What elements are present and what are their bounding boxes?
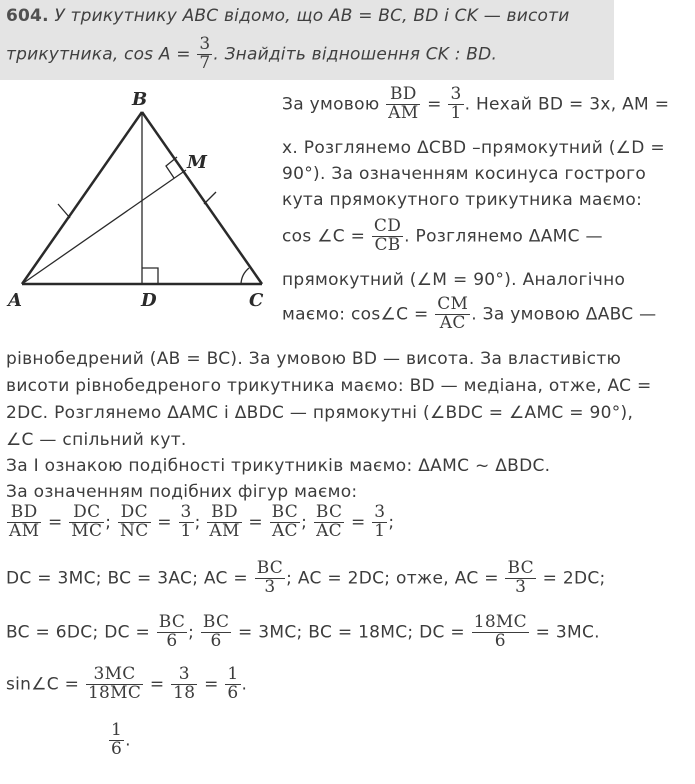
r17-t1: sin∠C = bbox=[6, 674, 80, 695]
label-c: C bbox=[249, 290, 264, 311]
r14-frac-8 bbox=[372, 504, 387, 541]
r14-f5-den: AM bbox=[209, 520, 240, 541]
solution-row-7 bbox=[282, 296, 656, 333]
r14-f7-num: BC bbox=[315, 502, 343, 522]
r7-text: маємо: cos∠C = bbox=[282, 304, 429, 325]
r16-t3: = 3MC. bbox=[535, 622, 600, 643]
cos-a-num: 3 bbox=[199, 34, 211, 54]
label-m: M bbox=[187, 152, 207, 173]
height-am bbox=[22, 170, 186, 284]
r5-f-den: CB bbox=[374, 234, 401, 255]
solution-row-8: рівнобедрений (AB = BC). За умовою BD — висота. За властивістю bbox=[6, 349, 622, 369]
r14-frac-2 bbox=[69, 504, 104, 541]
r14-f7-den: AC bbox=[316, 520, 342, 541]
answer-row bbox=[108, 722, 131, 759]
r17-f1-den: 18MC bbox=[87, 682, 142, 703]
r1-f2-den: 1 bbox=[450, 102, 462, 123]
right-angle-d bbox=[142, 268, 158, 284]
answer-den: 6 bbox=[111, 738, 123, 759]
r14-frac-7 bbox=[314, 504, 344, 541]
r1-frac-bd-am bbox=[386, 86, 420, 123]
r14-f2-den: MC bbox=[71, 520, 103, 541]
r14-sep2: ; bbox=[194, 512, 201, 533]
r16-frac-2 bbox=[201, 614, 231, 651]
label-a: A bbox=[8, 290, 22, 311]
r17-f3-num: 1 bbox=[227, 664, 239, 684]
r1-eq: = bbox=[427, 94, 442, 115]
solution-row-15 bbox=[6, 560, 606, 597]
r14-frac-5 bbox=[207, 504, 241, 541]
r14-f3-den: NC bbox=[120, 520, 149, 541]
r16-f1-den: 6 bbox=[166, 630, 178, 651]
r1-f2-num: 3 bbox=[450, 84, 462, 104]
r15-f2-num: BC bbox=[507, 558, 534, 578]
r15-frac-1 bbox=[255, 560, 285, 597]
solution-row-10: 2DC. Розглянемо ΔAMC і ΔBDC — прямокутні (∠BDC = ∠AMC = 90°), bbox=[6, 403, 634, 423]
r7-f-den: AC bbox=[439, 312, 466, 333]
r16-t1: BC = 6DC; DC = bbox=[6, 622, 151, 643]
side-ab bbox=[22, 112, 142, 284]
answer-num: 1 bbox=[111, 720, 123, 740]
problem-header bbox=[0, 0, 614, 80]
r14-f6-den: AC bbox=[271, 520, 298, 541]
r17-f2-den: 18 bbox=[173, 682, 196, 703]
r14-f8-den: 1 bbox=[374, 520, 386, 541]
r5-frac-cd-cb bbox=[372, 218, 403, 255]
r14-eq1: = bbox=[48, 512, 63, 533]
r14-eq3: = bbox=[248, 512, 263, 533]
r17-eq1: = bbox=[149, 674, 165, 695]
r14-f1-num: BD bbox=[7, 504, 41, 523]
r14-sep1: ; bbox=[105, 512, 112, 533]
r15-f1-den: 3 bbox=[264, 576, 276, 597]
r16-frac-3 bbox=[472, 614, 529, 651]
r1-frac-3-1 bbox=[448, 86, 463, 123]
solution-row-6: прямокутний (∠M = 90°). Аналогічно bbox=[282, 270, 626, 290]
solution-row-16 bbox=[6, 614, 600, 651]
r16-frac-1 bbox=[157, 614, 187, 651]
r17-frac-1 bbox=[86, 666, 143, 703]
solution-row-11: ∠C — спільний кут. bbox=[6, 430, 187, 450]
r17-t2: . bbox=[241, 674, 248, 695]
r14-f6-num: BC bbox=[271, 502, 299, 522]
r17-f3-den: 6 bbox=[227, 682, 239, 703]
r15-t1: DC = 3MC; BC = 3AC; AC = bbox=[6, 568, 248, 589]
r14-f4-num: 3 bbox=[180, 502, 192, 522]
r14-f3-num: DC bbox=[118, 504, 150, 523]
label-b: B bbox=[132, 89, 148, 110]
r14-frac-1 bbox=[7, 504, 41, 541]
r16-sep: ; bbox=[188, 622, 195, 643]
r16-t2: = 3MC; BC = 18MC; DC = bbox=[238, 622, 465, 643]
r14-frac-3 bbox=[118, 504, 150, 541]
r15-f2-den: 3 bbox=[515, 576, 527, 597]
r16-f1-num: BC bbox=[158, 612, 186, 632]
r14-f4-den: 1 bbox=[180, 520, 192, 541]
solution-row-12: За I ознакою подібності трикутників маємо: ΔAMC ~ ΔBDC. bbox=[6, 456, 551, 476]
cos-a-fraction bbox=[197, 36, 212, 73]
r7-post: . За умовою ΔABC — bbox=[471, 304, 657, 325]
r17-frac-2 bbox=[171, 666, 197, 703]
solution-row-14 bbox=[6, 504, 394, 541]
r15-t3: = 2DC; bbox=[542, 568, 606, 589]
r14-f5-num: BD bbox=[207, 504, 241, 523]
r14-f2-num: DC bbox=[69, 504, 104, 523]
r16-f3-den: 6 bbox=[494, 630, 506, 651]
r14-sep4: ; bbox=[388, 512, 395, 533]
triangle-figure bbox=[0, 82, 280, 312]
solution-row-9: висоти рівнобедреного трикутника маємо: BD — медіана, отже, AC = bbox=[6, 376, 652, 396]
r17-eq2: = bbox=[204, 674, 219, 695]
r7-frac-cm-ac bbox=[435, 296, 470, 333]
problem-line-2 bbox=[6, 36, 497, 73]
r15-f1-num: BC bbox=[256, 558, 284, 578]
solution-row-4: кута прямокутного трикутника маємо: bbox=[282, 190, 643, 210]
angle-arc-c bbox=[241, 268, 249, 284]
r1-f1-num: BD bbox=[386, 86, 420, 105]
tick-bc bbox=[204, 192, 216, 204]
problem-text-3: . Знайдіть відношення CK : BD. bbox=[213, 44, 498, 65]
r5-post: . Розглянемо ΔAMC — bbox=[404, 226, 603, 247]
r16-f3-num: 18MC bbox=[473, 612, 527, 632]
solution-row-3: 90°). За означенням косинуса гострого bbox=[282, 164, 647, 184]
r17-frac-3 bbox=[225, 666, 240, 703]
solution-row-13: За означенням подібних фігур маємо: bbox=[6, 482, 358, 502]
cos-a-den: 7 bbox=[199, 52, 211, 73]
r1-text: За умовою bbox=[282, 94, 380, 115]
r14-sep3: ; bbox=[301, 512, 308, 533]
r15-t2: ; AC = 2DC; отже, AC = bbox=[286, 568, 499, 589]
r5-f-num: CD bbox=[373, 216, 402, 236]
problem-number: 604. bbox=[6, 6, 49, 26]
label-d: D bbox=[141, 290, 157, 311]
r17-f2-num: 3 bbox=[171, 666, 197, 685]
problem-line-1 bbox=[6, 6, 569, 26]
answer-post: . bbox=[125, 730, 131, 751]
solution-row-5 bbox=[282, 218, 603, 255]
r14-frac-4 bbox=[179, 504, 194, 541]
r16-f2-num: BC bbox=[202, 612, 230, 632]
r1-post: . Нехай BD = 3x, AM = bbox=[464, 94, 670, 115]
tick-ab bbox=[58, 204, 70, 218]
r14-eq4: = bbox=[350, 512, 366, 533]
r15-frac-2 bbox=[505, 560, 535, 597]
r17-f1-num: 3MC bbox=[86, 666, 143, 685]
r14-frac-6 bbox=[270, 504, 300, 541]
r16-f2-den: 6 bbox=[210, 630, 222, 651]
r14-f8-num: 3 bbox=[374, 502, 386, 522]
solution-row-17 bbox=[6, 666, 247, 703]
answer-fraction bbox=[109, 722, 124, 759]
solution-row-2: x. Розглянемо ΔCBD –прямокутний (∠D = bbox=[282, 138, 665, 158]
side-bc bbox=[142, 112, 262, 284]
r14-eq2: = bbox=[157, 512, 172, 533]
r7-f-num: CM bbox=[437, 294, 469, 314]
r1-f1-den: AM bbox=[388, 102, 419, 123]
r5-text: cos ∠C = bbox=[282, 226, 366, 247]
problem-text-1: У трикутнику ABC відомо, що AB = BC, BD і CK — висоти bbox=[54, 6, 570, 26]
problem-text-2: трикутника, cos A = bbox=[6, 44, 191, 65]
r14-f1-den: AM bbox=[9, 520, 40, 541]
solution-row-1 bbox=[282, 86, 669, 123]
